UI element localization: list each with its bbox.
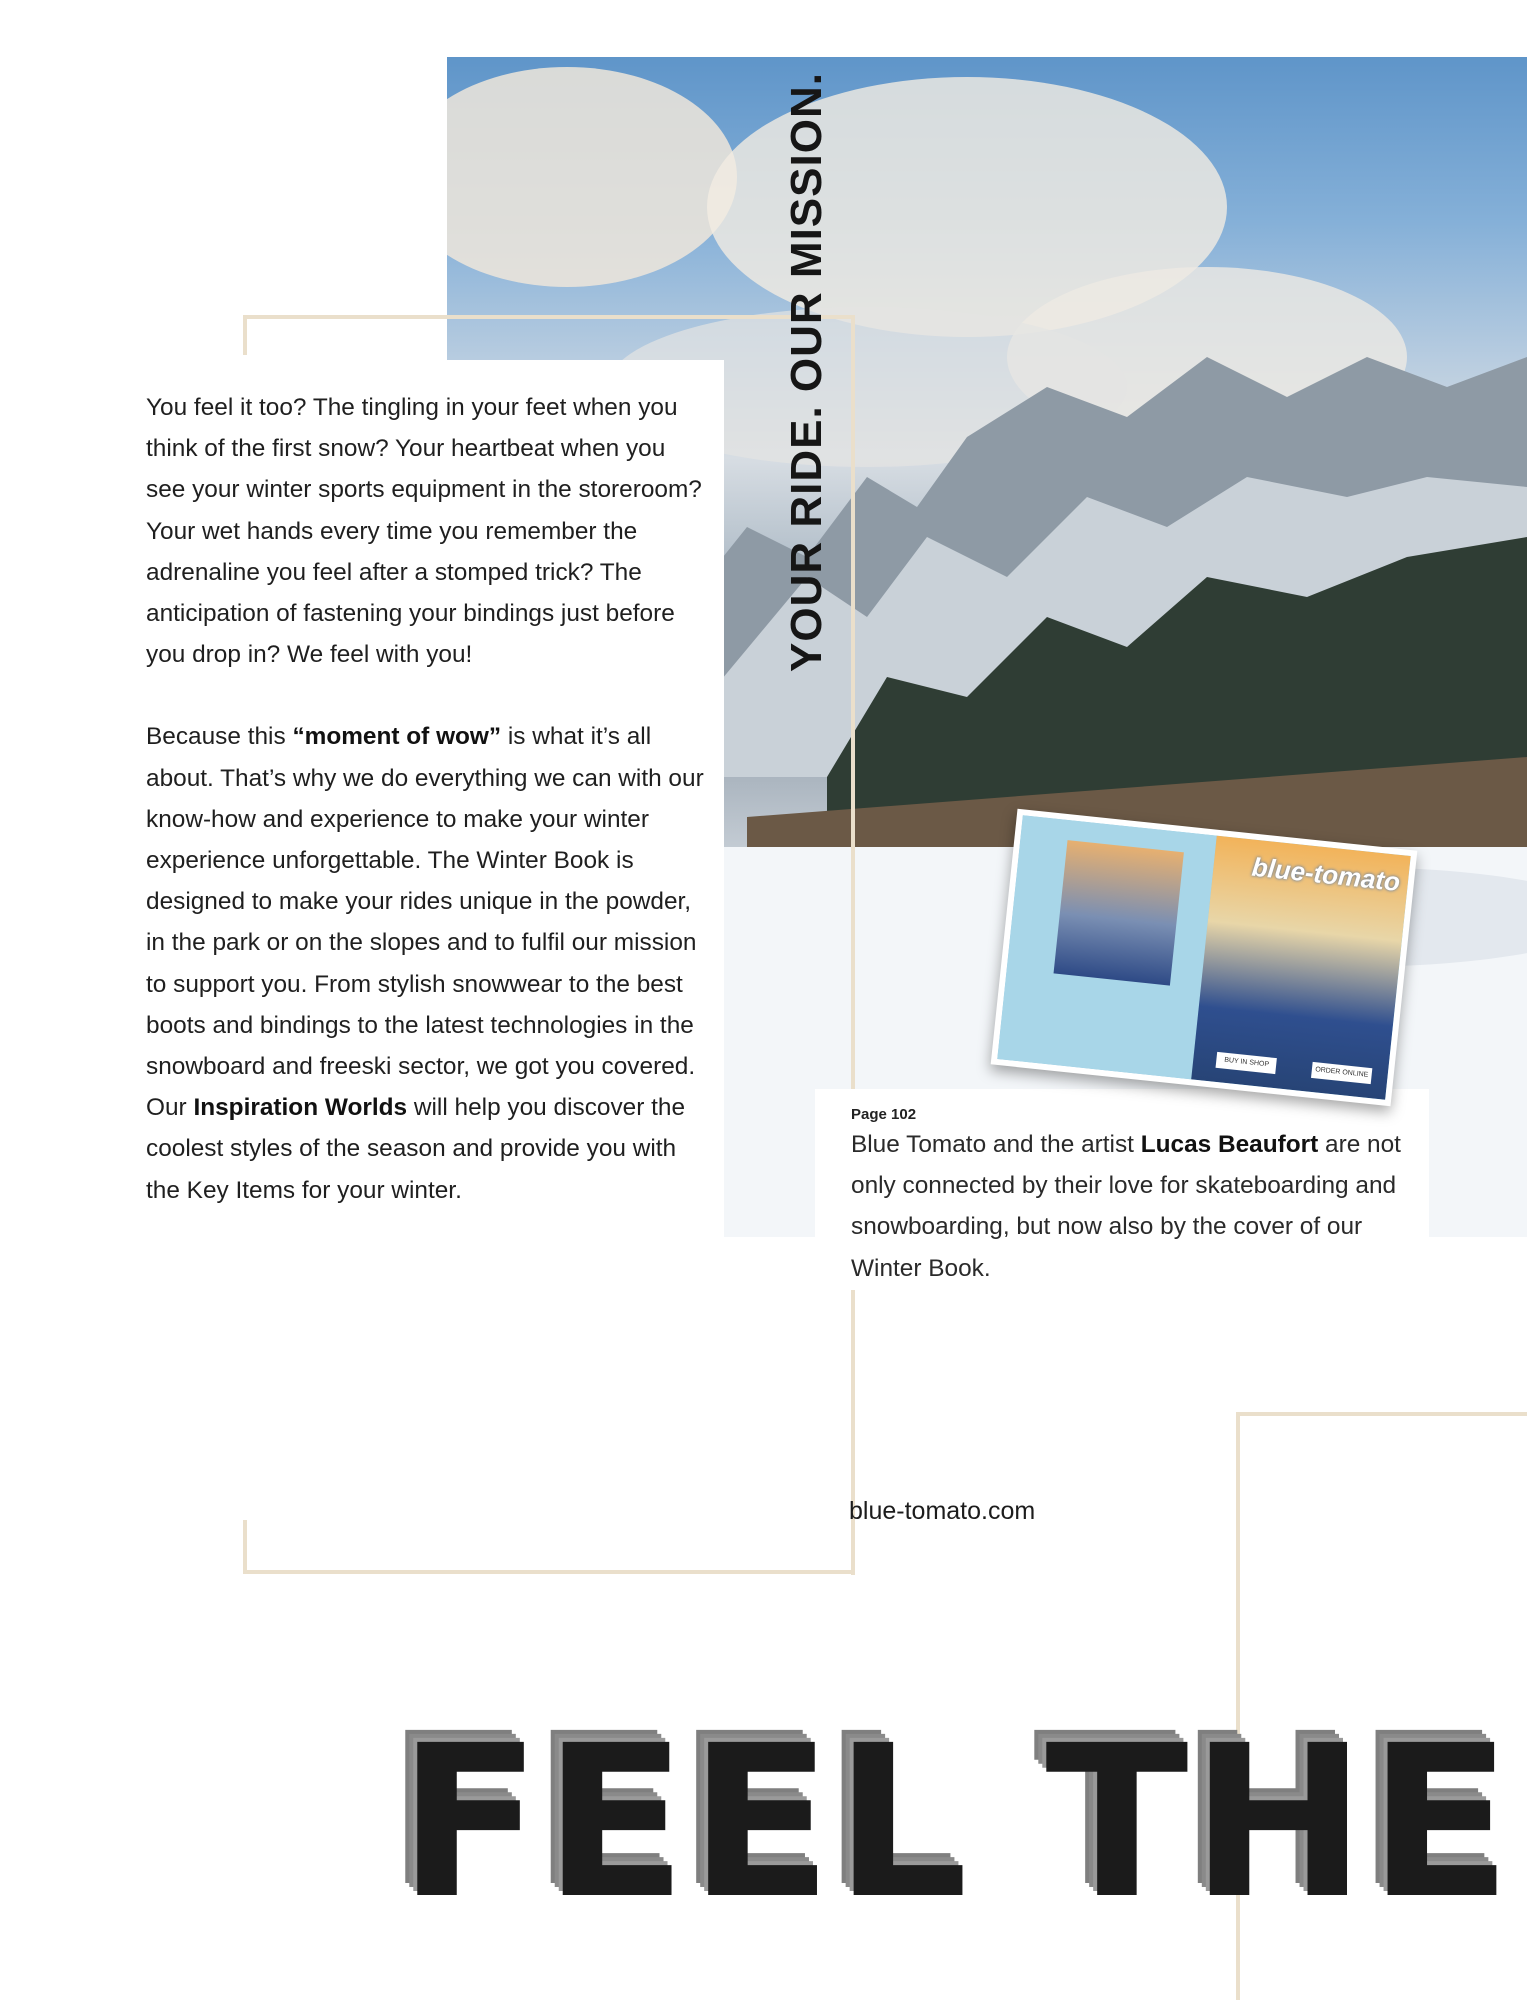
intro-paragraph: You feel it too? The tingling in your feet when you think of the first snow? Your heartbeat when you see your winter sports equipment in the storeroom? Your wet hands every time you remember the adrenaline you feel after a stomped trick? The anticipation of fastening your bindings just before you drop in? We feel with you! <box>146 394 702 669</box>
cover-order-online: ORDER ONLINE <box>1311 1062 1372 1084</box>
frame-rule-right <box>851 315 855 1575</box>
website-link[interactable]: blue-tomato.com <box>849 1497 1036 1525</box>
caption-page-label: Page 102 <box>851 1106 917 1123</box>
frame-rule-left-top <box>243 315 247 355</box>
cover-brand-logo: blue-tomato <box>1250 851 1402 897</box>
vertical-title: YOUR RIDE. OUR MISSION. <box>782 72 831 672</box>
body-copy <box>146 387 706 1252</box>
cover-artwork <box>997 815 1410 1099</box>
mission-text-3: will help you discover the coolest styles of the season and provide you with the Key Items for your winter. <box>146 1094 686 1204</box>
headline-feel-the: FEEL THE <box>398 1700 1514 1945</box>
moment-of-wow-emphasis: “moment of wow” <box>292 723 502 751</box>
caption-text-1: Blue Tomato and the artist <box>851 1131 1141 1158</box>
mission-paragraph <box>146 716 706 1210</box>
cover-buy-in-shop: BUY IN SHOP <box>1216 1052 1277 1074</box>
frame-rule-bottom <box>243 1570 855 1574</box>
caption-text-2: are not only connected by their love for skateboarding and snowboarding, but now also by the cover of our Winter Book. <box>851 1131 1401 1282</box>
winter-book-cover <box>991 809 1418 1107</box>
mission-text-1: Because this <box>146 723 293 751</box>
cover-back-photo <box>1053 840 1183 986</box>
frame-rule-top <box>243 315 855 319</box>
inspiration-worlds-emphasis: Inspiration Worlds <box>193 1094 408 1122</box>
artist-name: Lucas Beaufort <box>1140 1131 1319 1158</box>
frame-rule-left-bottom <box>243 1520 247 1574</box>
frame-rule-2-top <box>1236 1412 1527 1416</box>
mission-text-2: is what it’s all about. That’s why we do everything we can with our know-how and experience to make your winter experience unforgettable. The Winter Book is designed to make your rides unique in the powder, in the park or on the slopes and to fulfil our mission to support you. From stylish snowwear to the best boots and bindings to the latest technologies in the snowboard and freeski sector, we got you covered. Our <box>146 723 704 1122</box>
caption-text <box>851 1124 1411 1289</box>
